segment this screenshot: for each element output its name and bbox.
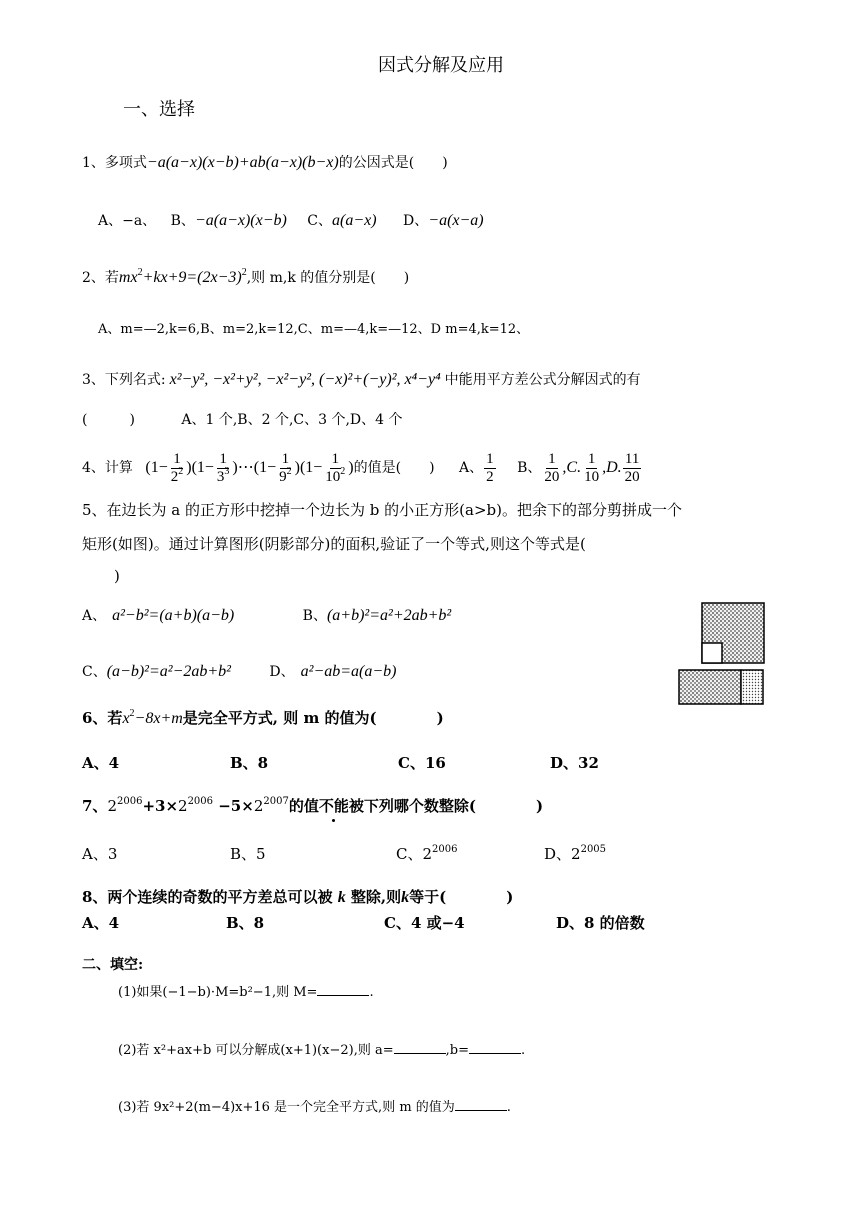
q5-options-row2 (82, 662, 396, 682)
q6-option-a: A、4 (82, 754, 120, 772)
q5-option-c-label: C、 (82, 664, 107, 680)
rearranged-rectangle (679, 670, 763, 704)
question-6: 6、若$x^2-8x+m$是完全平方式, 则 m 的值为( ) (82, 708, 444, 727)
q1-option-a: A、−a、 (98, 213, 157, 229)
q8-text-b: 整除,则 (350, 888, 402, 906)
q3-prefix: 3、下列名式: (82, 372, 166, 388)
section-fill-heading: 二、填空: (82, 957, 144, 973)
q2-suffix: ,则 m,k 的值分别是( ) (246, 270, 410, 286)
q7-suffix-a: 的值 (288, 797, 319, 815)
q3-suffix: 中能用平方差公式分解因式的有 (444, 372, 641, 388)
q4-option-d-fraction: $\frac{11}{20}$ (624, 450, 640, 485)
question-4: 4、计算 (1− $\frac{1}{2^2}$ )(1− $\frac{1}{3^3}$ )⋯(1− $\frac{1}{9^2}$ )(1− $\frac{1}{10^2}$ )的值是( ) A、 $\frac{1}{2}$ B、 $\frac{1}{20}$ ,C. $\frac{1}{10}$ ,D. $\frac{11}{20}$ (82, 450, 640, 485)
q5-option-d: a²−ab=a(a−b) (300, 663, 397, 680)
q1-suffix: 的公因式是( ) (338, 155, 448, 171)
q5-option-a-label: A、 (82, 608, 107, 624)
q7-prefix: 7、 (82, 797, 108, 815)
q8-option-d: D、8 的倍数 (556, 914, 645, 932)
q7-mid1: +3× (142, 797, 179, 815)
q8-text-a: 8、两个连续的奇数的平方差总可以被 (82, 888, 333, 906)
page-title: 因式分解及应用 (378, 55, 504, 76)
fill-2-blank-b[interactable] (469, 1041, 521, 1054)
q5-option-d-label: D、 (269, 664, 295, 680)
q5-option-a: a²−b²=(a+b)(a−b) (112, 607, 235, 624)
q2-prefix: 2、若 (82, 270, 119, 286)
q8-option-a: A、4 (82, 914, 120, 932)
q5-option-b-label: B、 (302, 608, 327, 624)
q7-suffix-b: 被下列哪个数整除( ) (348, 797, 544, 815)
q5-options-row1 (82, 606, 451, 626)
q6-option-d: D、32 (550, 754, 599, 772)
q6-suffix: 是完全平方式, 则 m 的值为( ) (182, 709, 444, 727)
q3-expression: x²−y², −x²+y², −x²−y², (−x)²+(−y)², x⁴−y⁴ (169, 371, 441, 388)
fill-2-text-b: ,b= (445, 1043, 469, 1058)
q8-text-c: 等于( ) (409, 888, 514, 906)
q6-option-c: C、16 (398, 754, 446, 772)
q1-expression: −a(a−x)(x−b)+ab(a−x)(b−x) (146, 154, 339, 171)
question-3 (82, 370, 641, 390)
q5-line2: 矩形(如图)。通过计算图形(阴影部分)的面积,验证了一个等式,则这个等式是( (82, 535, 586, 553)
q4-option-a-label: A、 (459, 460, 484, 476)
q4-option-b-fraction: $\frac{1}{20}$ (544, 450, 560, 485)
q4-product: (1− $\frac{1}{2^2}$ )(1− $\frac{1}{3^3}$ )⋯(1− $\frac{1}{9^2}$ )(1− $\frac{1}{10^2}$ ) (145, 450, 354, 485)
q1-options (98, 211, 484, 231)
q1-option-c-label: C、 (307, 213, 333, 229)
square-with-cutout (702, 603, 764, 663)
q5-line3: ) (114, 567, 120, 585)
question-7: 7、$2^{2006}+3\times 2^{2006} -5\times 2^{2007}$的值不能被下列哪个数整除( ) (82, 796, 544, 815)
fill-3-text: (3)若 9x²+2(m−4)x+16 是一个完全平方式,则 m 的值为 (118, 1100, 455, 1115)
fill-1-blank[interactable] (317, 983, 369, 996)
q1-option-d-label: D、 (403, 213, 429, 229)
q4-option-c-fraction: $\frac{1}{10}$ (584, 450, 600, 485)
q3-paren: ( ) (82, 412, 135, 428)
q8-option-b: B、8 (226, 914, 265, 932)
q2-expr-m: mx (118, 269, 138, 286)
q7-option-c: C、$2^{2006}$ (396, 844, 458, 863)
q3-line2 (82, 410, 403, 430)
q5-line1: 5、在边长为 a 的正方形中挖掉一个边长为 b 的小正方形(a>b)。把余下的部分剪拼成一个 (82, 501, 682, 519)
q8-k: k (337, 889, 346, 906)
question-1 (82, 153, 448, 173)
q1-prefix: 1、多项式 (82, 155, 147, 171)
q6-option-b: B、8 (230, 754, 269, 772)
q7-option-d: D、$2^{2005}$ (544, 844, 607, 863)
q7-emphasis: 不能 (318, 797, 349, 815)
fill-1-text: (1)如果(−1−b)·M=b²−1,则 M= (118, 985, 318, 1000)
fill-3: (3)若 9x²+2(m−4)x+16 是一个完全平方式,则 m 的值为 . (118, 1100, 511, 1115)
fill-3-blank[interactable] (455, 1098, 507, 1111)
q5-option-b: (a+b)²=a²+2ab+b² (326, 607, 452, 624)
q7-mid2: −5× (213, 797, 254, 815)
q7-option-b: B、5 (230, 845, 266, 863)
q5-figure (676, 600, 768, 706)
section-choice-heading: 一、选择 (123, 99, 195, 120)
q7-option-a: A、3 (82, 845, 118, 863)
fill-2-blank-a[interactable] (394, 1041, 446, 1054)
q4-suffix: 的值是( ) (353, 460, 435, 476)
q1-option-d: −a(x−a) (428, 212, 484, 229)
fill-2: (2)若 x²+ax+b 可以分解成(x+1)(x−2),则 a= ,b= . (118, 1043, 526, 1058)
q1-option-c: a(a−x) (332, 212, 377, 229)
q4-option-a-fraction: $\frac{1}{2}$ (486, 450, 494, 485)
fill-2-text-a: (2)若 x²+ax+b 可以分解成(x+1)(x−2),则 a= (118, 1043, 394, 1058)
q2-options: A、m=—2,k=6,B、m=2,k=12,C、m=—4,k=—12、D m=4,k=12、 (98, 322, 530, 337)
question-2: 2、若$mx^2+kx+9=(2x-3)^2$,则 m,k 的值分别是( ) (82, 267, 410, 286)
q8-option-c: C、4 或−4 (384, 914, 465, 932)
q4-prefix: 4、计算 (82, 460, 133, 476)
q2-expr-rest: +kx+9=(2x−3) (142, 269, 242, 286)
q3-options: A、1 个,B、2 个,C、3 个,D、4 个 (181, 412, 403, 428)
q1-option-b: −a(a−x)(x−b) (194, 212, 287, 229)
q1-option-b-label: B、 (170, 213, 195, 229)
fill-1: (1)如果(−1−b)·M=b²−1,则 M= . (118, 985, 374, 1000)
q5-option-c: (a−b)²=a²−2ab+b² (106, 663, 231, 680)
question-8: 8、两个连续的奇数的平方差总可以被 k 整除,则k等于( ) (82, 888, 514, 906)
q4-option-b-label: B、 (517, 460, 542, 476)
q6-prefix: 6、若 (82, 709, 123, 727)
